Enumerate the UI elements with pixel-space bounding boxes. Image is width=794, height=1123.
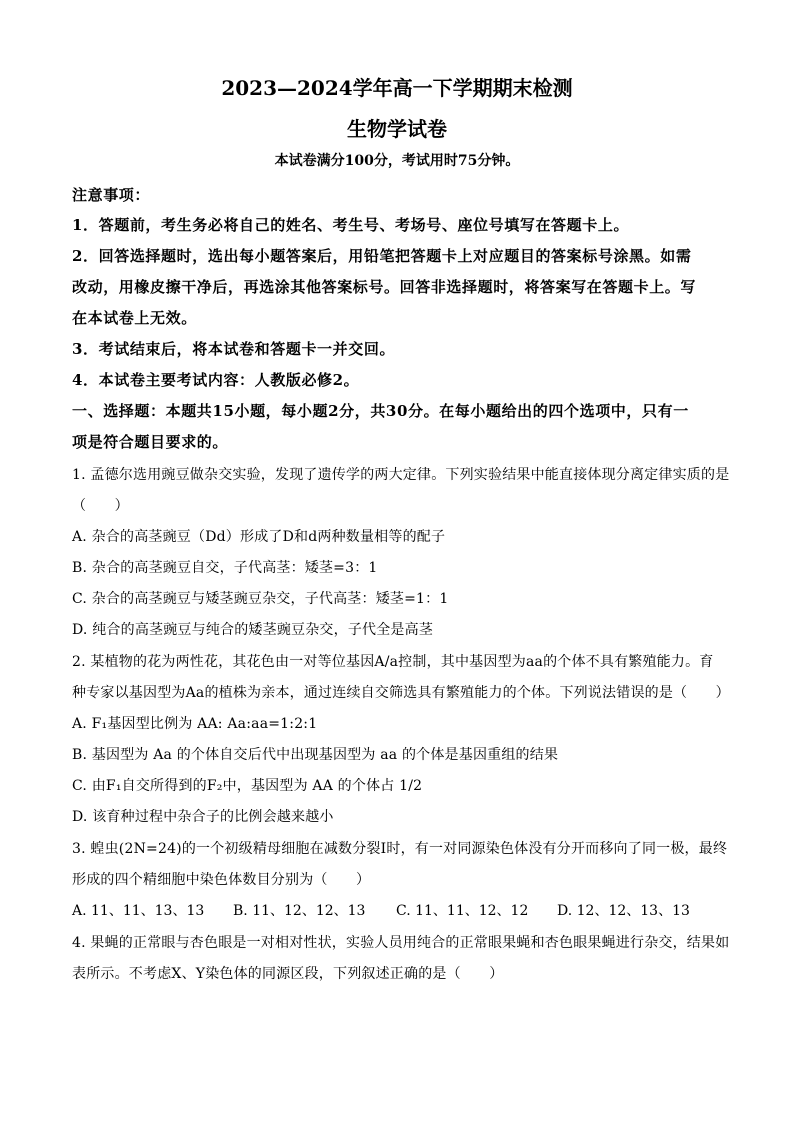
question-2-stem-cont: 种专家以基因型为Aa的植株为亲本，通过连续自交筛选具有繁殖能力的个体。下列说法错误的是（ ）: [72, 685, 730, 701]
question-2-stem: 2. 某植物的花为两性花，其花色由一对等位基因A/a控制，其中基因型为aa的个体不具有繁殖能力。育: [72, 654, 714, 670]
note-item: 在本试卷上无效。: [72, 309, 197, 327]
note-item: 2．回答选择题时，选出每小题答案后，用铅笔把答题卡上对应题目的答案标号涂黑。如需: [72, 247, 692, 265]
note-item: 改动，用橡皮擦干净后，再选涂其他答案标号。回答非选择题时，将答案写在答题卡上。写: [72, 278, 697, 296]
question-2-option-c: C. 由F₁自交所得到的F₂中，基因型为 AA 的个体占 1/2: [72, 778, 423, 794]
note-item: 4．本试卷主要考试内容：人教版必修2。: [72, 371, 360, 389]
exam-subject: 生物学试卷: [347, 117, 447, 141]
question-3-stem: 3. 蝗虫(2N=24)的一个初级精母细胞在减数分裂Ⅰ时，有一对同源染色体没有分开而移向了同一极，最终: [72, 841, 728, 857]
question-2-option-a: A. F₁基因型比例为 AA: Aa:aa=1:2:1: [72, 716, 318, 732]
note-item: 1．答题前，考生务必将自己的姓名、考生号、考场号、座位号填写在答题卡上。: [72, 216, 630, 234]
question-1-option-a: A. 杂合的高茎豌豆（Dd）形成了D和d两种数量相等的配子: [72, 529, 446, 545]
section-heading-cont: 项是符合题目要求的。: [72, 433, 229, 451]
question-4-stem: 4. 果蝇的正常眼与杏色眼是一对相对性状，实验人员用纯合的正常眼果蝇和杏色眼果蝇进行杂交，结果如: [72, 935, 730, 951]
question-2-option-d: D. 该育种过程中杂合子的比例会越来越小: [72, 809, 334, 825]
question-1-stem: 1. 孟德尔选用豌豆做杂交实验，发现了遗传学的两大定律。下列实验结果中能直接体现分离定律实质的是: [72, 467, 730, 483]
exam-info: 本试卷满分100分，考试用时75分钟。: [274, 153, 520, 169]
exam-title: 2023—2024学年高一下学期期末检测: [221, 76, 573, 100]
question-3-option-b: B. 11、12、12、13: [233, 903, 366, 919]
question-1-stem-cont: （ ）: [72, 498, 129, 514]
question-3-option-a: A. 11、11、13、13: [72, 903, 205, 919]
note-item: 3．考试结束后，将本试卷和答题卡一并交回。: [72, 340, 396, 358]
question-3-option-d: D. 12、12、13、13: [557, 903, 690, 919]
question-2-option-b: B. 基因型为 Aa 的个体自交后代中出现基因型为 aa 的个体是基因重组的结果: [72, 747, 559, 763]
question-1-option-b: B. 杂合的高茎豌豆自交，子代高茎：矮茎=3：1: [72, 560, 378, 576]
question-4-stem-cont: 表所示。不考虑X、Y染色体的同源区段，下列叙述正确的是（ ）: [72, 966, 504, 982]
question-3-option-c: C. 11、11、12、12: [396, 903, 529, 919]
question-1-option-d: D. 纯合的高茎豌豆与纯合的矮茎豌豆杂交，子代全是高茎: [72, 622, 434, 638]
notes-heading: 注意事项：: [72, 186, 151, 204]
question-3-stem-cont: 形成的四个精细胞中染色体数目分别为（ ）: [72, 872, 371, 888]
section-heading: 一、选择题：本题共15小题，每小题2分，共30分。在每小题给出的四个选项中，只有一: [72, 402, 689, 420]
question-1-option-c: C. 杂合的高茎豌豆与矮茎豌豆杂交，子代高茎：矮茎=1：1: [72, 591, 449, 607]
